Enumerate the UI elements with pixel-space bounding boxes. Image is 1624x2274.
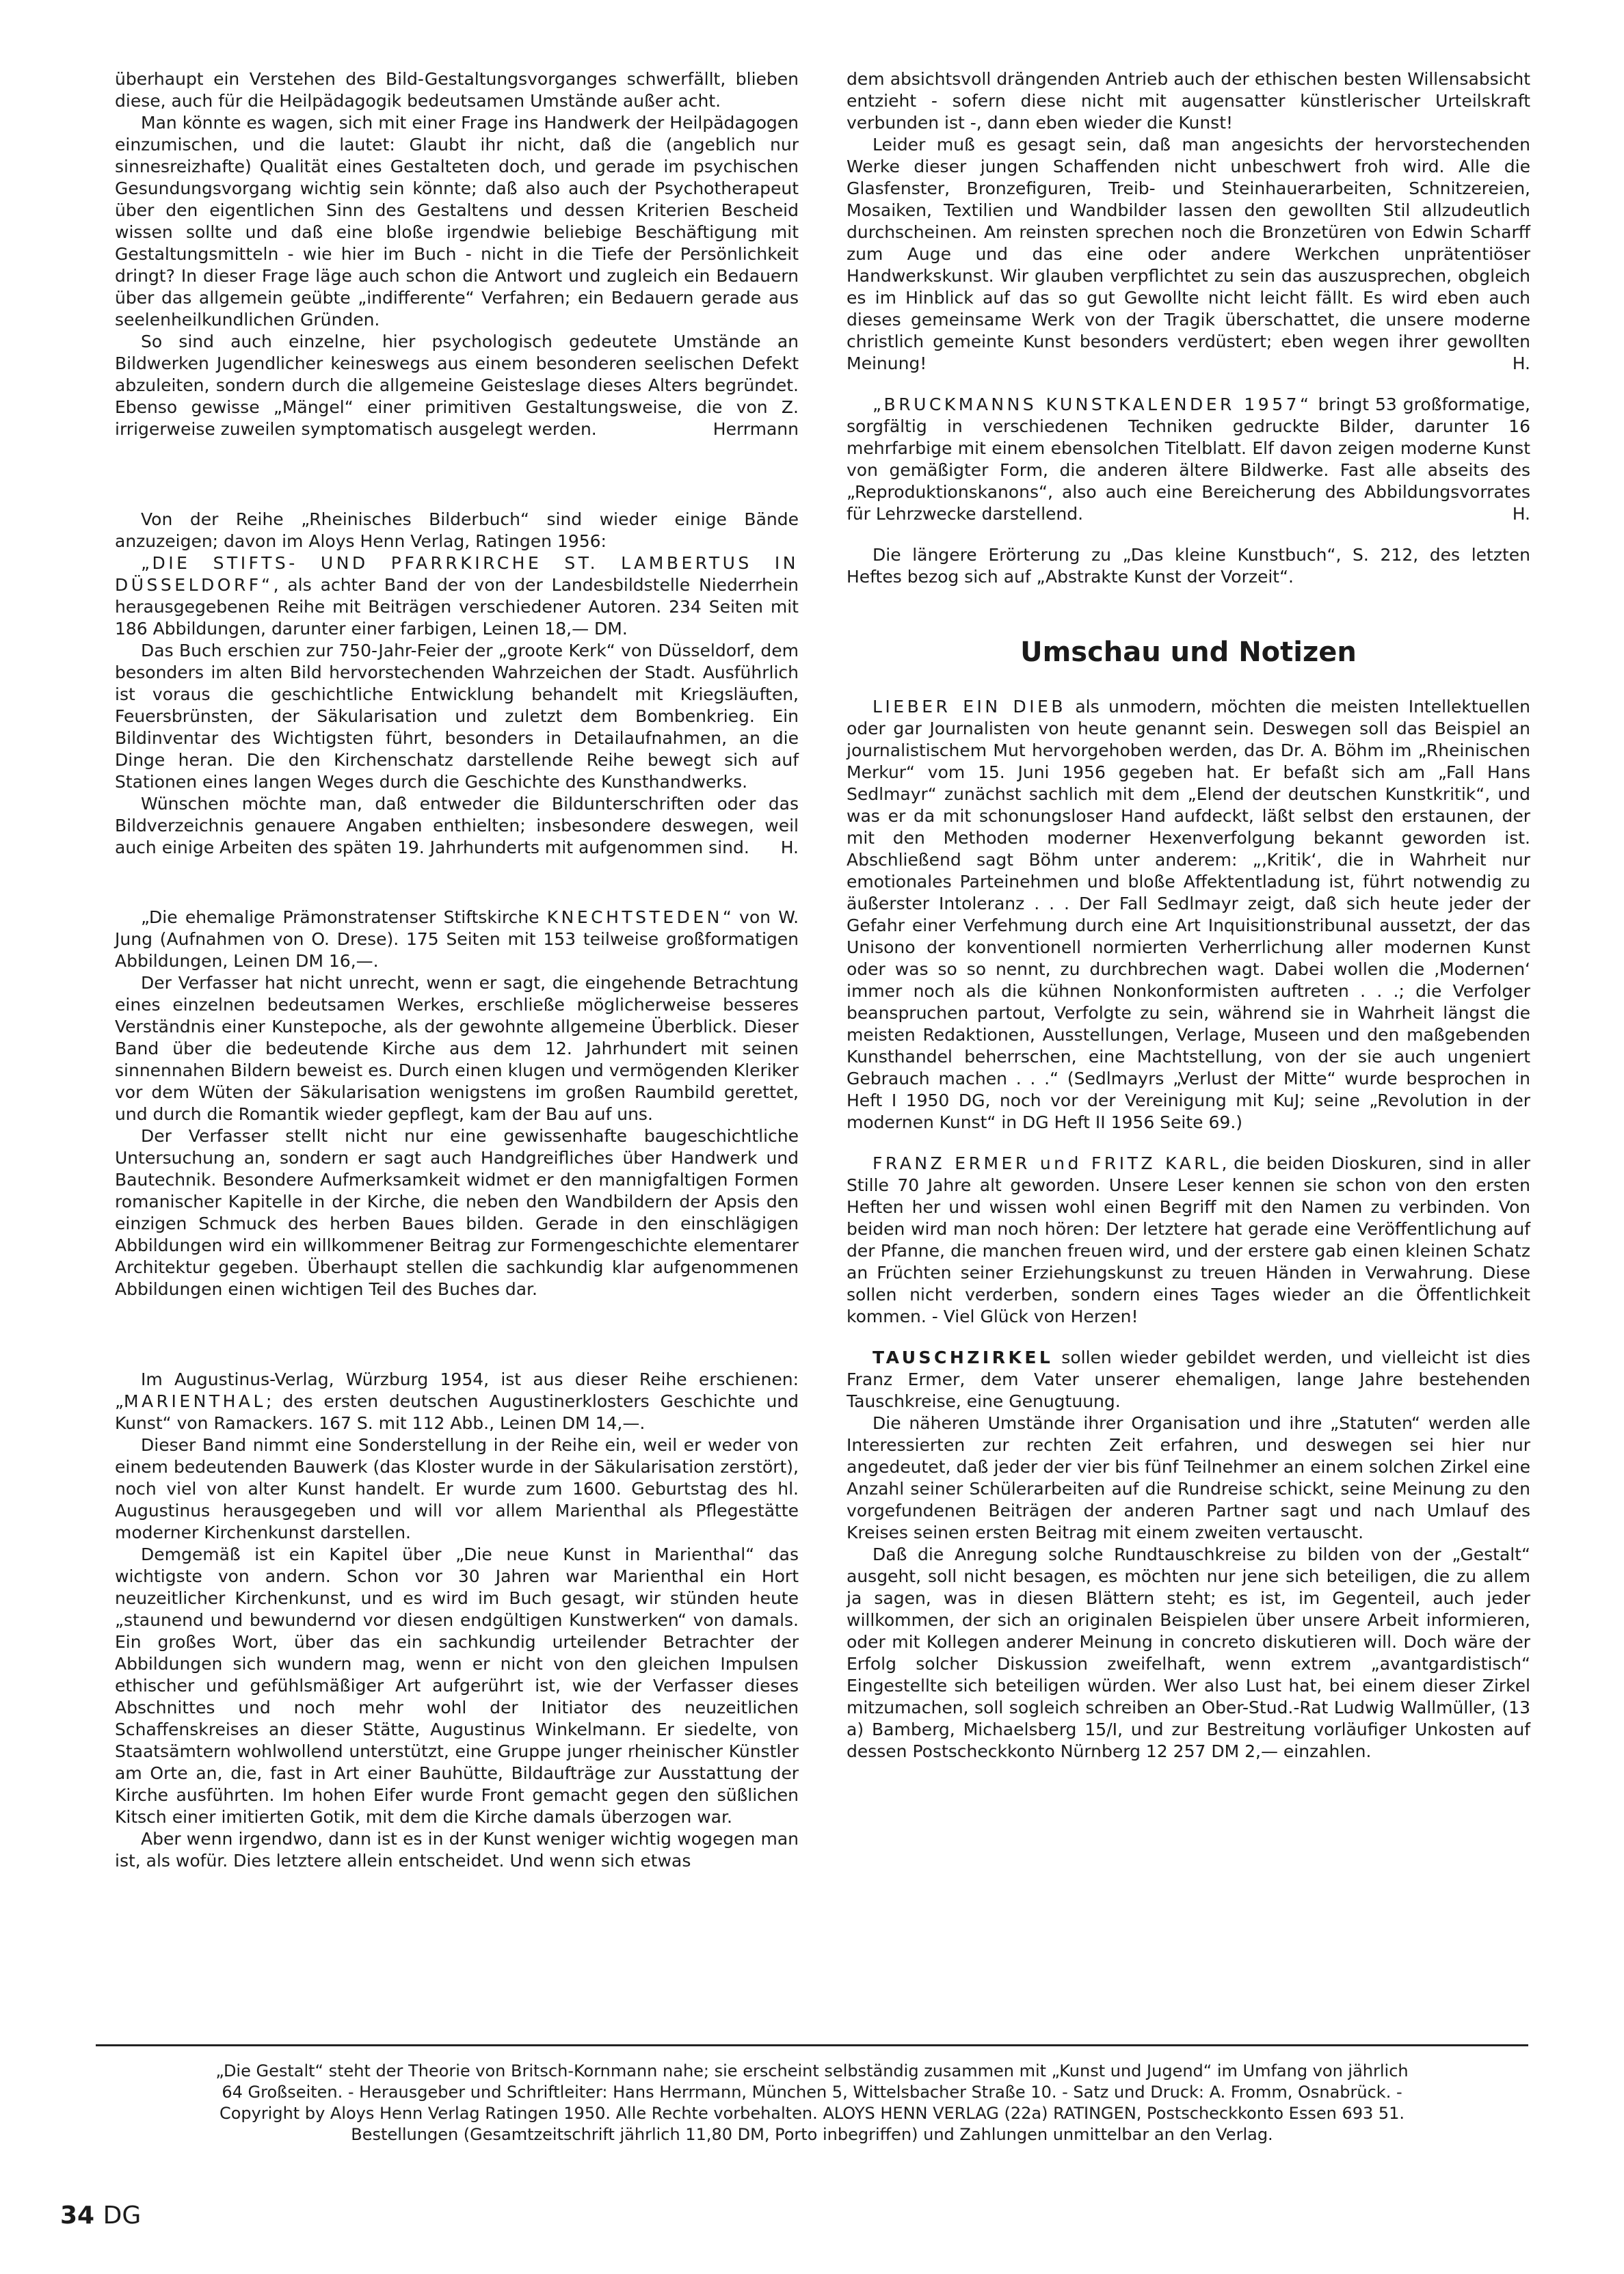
- colophon-line: „Die Gestalt“ steht der Theorie von Britsch-Kornmann nahe; sie erscheint selbständig zusammen mit „Kunst und Jugend“ im Umfang von jährlich: [215, 2061, 1409, 2081]
- paragraph: Der Verfasser hat nicht unrecht, wenn er sagt, die eingehende Betrachtung eines einzelnen bedeutsamen Werkes, erschließe möglicherweise besseres Verständnis einer Kunstepoche, als der gewohnte allgemeine Überblick. Dieser Band über die bedeutende Kirche aus dem 12. Jahrhundert mit seinen sinnennahen Bildern beweist es. Durch einen klugen und vermögenden Kleriker vor dem Wüten der Säkularisation wenigstens im großen Raumbild gerettet, und durch die Romantik wieder gepflegt, kam der Bau auf uns.: [115, 973, 799, 1124]
- notice-tauschzirkel: [847, 1347, 1530, 1763]
- colophon-line: Bestellungen (Gesamtzeitschrift jährlich 11,80 DM, Porto inbegriffen) und Zahlungen unmittelbar an den Verlag.: [351, 2125, 1273, 2144]
- paragraph-text: bringt 53 großformatige, sorgfältig in verschiedenen Techniken gedruckte Bilder, darunter 16 mehrfarbige mit einem ebensolchen Titelblatt. Elf davon zeigen moderne Kunst von gemäßigter Form, die anderen ältere Bildwerke. Fast alle abseits des „Reproduktionskanons“, also auch eine Bereicherung des Abbildungsvorrates für Lehrzwecke darstellend.: [847, 394, 1530, 524]
- book-details: ; des ersten deutschen Augustinerklosters Geschichte und Kunst“ von Ramackers. 167 S. mit 112 Abb., Leinen DM 14,—.: [115, 1391, 799, 1433]
- page-number: 34: [60, 2202, 95, 2230]
- author-signature: H.: [1512, 353, 1530, 373]
- review-bruckmann-kalender: [847, 394, 1530, 525]
- author-signature: H.: [1512, 504, 1530, 524]
- book-lead: Im Augustinus-Verlag, Würzburg 1954, ist aus dieser Reihe erschienen: „: [115, 1369, 799, 1411]
- review-marienthal-continued: [847, 68, 1530, 375]
- paragraph: überhaupt ein Verstehen des Bild-Gestaltungsvorganges schwerfällt, blieben diese, auch für die Heilpädagogik bedeutsamen Umstände außer acht.: [115, 69, 799, 111]
- paragraph-text: Leider muß es gesagt sein, daß man angesichts der hervorstechenden Werke dieser jungen Schaffenden nicht unbeschwert froh wird. Alle die Glasfenster, Bronzefiguren, Treib- und Steinhauerarbeiten, Schnitzereien, Mosaiken, Textilien und Wandbilder lassen den gewollten Stil allzudeutlich durchscheinen. Am reinsten sprechen noch die Bronzetüren von Edwin Scharff zum Auge und das eine oder andere Werkchen unprätentiöser Handwerkskunst. Wir glauben verpflichtet zu sein das auszusprechen, obgleich es im Hinblick auf das so gut Gewollte nicht leicht fällt. Es wird eben auch dieses gemeinsame Werk von der Tragik überschattet, die unsere moderne christlich gemeinte Kunst besonders verdüstert; eben wegen ihrer gewollten Meinung!: [847, 135, 1530, 373]
- paragraph: Die näheren Umstände ihrer Organisation und ihre „Statuten“ werden alle Interessierten zur rechten Zeit erfahren, und deswegen sei hier nur angedeutet, daß jeder der vier bis fünf Teilnehmer an einem solchen Zirkel eine Anzahl seiner Schülerarbeiten auf die Rundreise schickt, seine Meinung zu den vorgefundenen Beiträgen der anderen Partner sagt und nach Umlauf des Kreises seinen ersten Beitrag mit einem zweiten vertauscht.: [847, 1413, 1530, 1542]
- book-details: “ von W. Jung (Aufnahmen von O. Drese). 175 Seiten mit 153 teilweise großformatigen Abbildungen, Leinen DM 16,—.: [115, 907, 799, 971]
- footer-rule: [96, 2044, 1528, 2046]
- paragraph: dem absichtsvoll drängenden Antrieb auch der ethischen besten Willensabsicht entzieht - sofern diese nicht mit augensatter künstlerischer Urteilskraft verbunden ist -, dann eben wieder die Kunst!: [847, 69, 1530, 133]
- colophon: [109, 2061, 1515, 2145]
- paragraph: [115, 331, 799, 440]
- paragraph: [847, 696, 1530, 1134]
- notice-title: LIEBER EIN DIEB: [873, 697, 1067, 717]
- paragraph: Man könnte es wagen, sich mit einer Frage ins Handwerk der Heilpädagogen einzumischen, und die lautet: Glaubt ihr nicht, daß die (angeblich nur sinnesreizhafte) Qualität eines Gestalteten doch, und gerade im psychischen Gesundungsvorgang wichtig sein könnte; daß also auch der Psychotherapeut über den eigentlichen Sinn des Gestaltens und dessen Kriterien Bescheid wissen sollte und daß eine bloße irgendwie beliebige Beschäftigung mit Gestaltungsmitteln - wie hier im Buch - nicht in die Tiefe der Persönlichkeit dringt? In dieser Frage läge auch schon die Antwort und zugleich ein Bedauern über das allgemein geübte „indifferente“ Verfahren; ein Bedauern gerade aus seelenheilkundlichen Gründen.: [115, 113, 799, 330]
- paragraph: Aber wenn irgendwo, dann ist es in der Kunst weniger wichtig wogegen man ist, als wofür. Dies letztere allein entscheidet. Und wenn sich etwas: [115, 1829, 799, 1871]
- book-entry: [115, 1369, 799, 1434]
- right-column: [847, 68, 1530, 1763]
- author-signature: Herrmann: [713, 419, 799, 439]
- paragraph: [115, 793, 799, 859]
- paragraph: [847, 1347, 1530, 1413]
- journal-abbreviation: DG: [103, 2202, 142, 2230]
- section-heading: Umschau und Notizen: [1020, 637, 1357, 668]
- book-title: „BRUCKMANNS KUNSTKALENDER 1957“: [873, 394, 1312, 414]
- book-title: KNECHTSTEDEN: [546, 907, 723, 927]
- kunstbuch-note: Die längere Erörterung zu „Das kleine Kunstbuch“, S. 212, des letzten Heftes bezog sich auf „Abstrakte Kunst der Vorzeit“.: [847, 545, 1530, 587]
- paragraph-text: So sind auch einzelne, hier psychologisch gedeutete Umstände an Bildwerken Jugendlicher keineswegs aus einem besonderen seelischen Defekt abzuleiten, sondern durch die allgemeine Geisteslage dieses Alters begründet. Ebenso gewisse „Mängel“ einer primitiven Gestaltungsweise, die von Z. irrigerweise zuweilen symptomatisch ausgelegt werden.: [115, 332, 799, 439]
- book-title: „DIE STIFTS- UND PFARRKIRCHE ST. LAMBERTUS IN DÜSSELDORF“: [115, 553, 799, 595]
- book-entry: [115, 907, 799, 972]
- notice-title: TAUSCHZIRKEL: [873, 1348, 1054, 1367]
- paragraph: Von der Reihe „Rheinisches Bilderbuch“ sind wieder einige Bände anzuzeigen; davon im Aloys Henn Verlag, Ratingen 1956:: [115, 509, 799, 551]
- notice-ermer-karl: [847, 1153, 1530, 1328]
- book-lead: „Die ehemalige Prämonstratenser Stiftskirche: [141, 907, 547, 927]
- paragraph: Daß die Anregung solche Rundtauschkreise zu bilden von der „Gestalt“ ausgeht, soll nicht besagen, es möchten nur jene sich beteiligen, die zu allem ja sagen, was in diesen Blättern steht; es ist, im Gegenteil, auch jeder willkommen, der sich an originalen Beispielen über unsere Arbeit informieren, oder mit Kollegen anderer Meinung in concreto diskutieren will. Doch wäre der Erfolg solcher Diskussion zweifelhaft, wenn extrem „avantgardistisch“ Eingestellte sich beteiligen würden. Wer also Lust hat, bei einem dieser Zirkel mitzumachen, soll sogleich schreiben an Ober-Stud.-Rat Ludwig Wallmüller, (13 a) Bamberg, Michaelsberg 15/I, und zur Bestreitung vorläufiger Unkosten auf dessen Postscheckkonto Nürnberg 12 257 DM 2,— einzahlen.: [847, 1544, 1530, 1761]
- colophon-line: 64 Großseiten. - Herausgeber und Schriftleiter: Hans Herrmann, München 5, Wittelsbacher Straße 10. - Satz und Druck: A. Fromm, Osnabrück. -: [222, 2083, 1402, 2102]
- left-column: [115, 68, 799, 1872]
- paragraph-text: sollen wieder gebildet werden, und vielleicht ist dies Franz Ermer, dem Vater unserer ehemaligen, lange Jahre bestehenden Tauschkreise, eine Genugtuung.: [847, 1348, 1530, 1411]
- page-folio: [60, 2202, 141, 2230]
- paragraph: Dieser Band nimmt eine Sonderstellung in der Reihe ein, weil er weder von einem bedeutenden Bauwerk (das Kloster wurde in der Säkularisation zerstört), noch viel von alter Kunst handelt. Er wurde zum 1600. Geburtstag des hl. Augustinus herausgegeben und will vor allem Marienthal als Pflegestätte moderner Kirchenkunst darstellen.: [115, 1435, 799, 1542]
- paragraph: [847, 394, 1530, 525]
- paragraph: Der Verfasser stellt nicht nur eine gewissenhafte baugeschichtliche Untersuchung an, sondern er sagt auch Handgreifliches über Handwerk und Bautechnik. Besondere Aufmerksamkeit widmet er den mannigfaltigen Formen romanischer Kapitelle in der Kirche, die neben den Wandbildern der Apsis den einzigen Schmuck des herben Baues bilden. Gerade in den einschlägigen Abbildungen wird ein willkommener Beitrag zur Formengeschichte elementarer Architektur gegeben. Überhaupt stellen die sachkundig klar aufgenommenen Abbildungen einen wichtigen Teil des Buches dar.: [115, 1126, 799, 1299]
- author-signature: H.: [780, 838, 799, 857]
- review-rheinisches-bilderbuch: [115, 509, 799, 859]
- review-heilpaedagogik-fragment: [115, 68, 799, 440]
- paragraph: Demgemäß ist ein Kapitel über „Die neue Kunst in Marienthal“ das wichtigste von andern. Schon vor 30 Jahren war Marienthal ein Hort neuzeitlicher Kirchenkunst, und es wird im Buch gesagt, wir stünden heute „staunend und bewundernd vor diesen endgültigen Kunstwerken“ von damals. Ein großes Wort, über das ein sachkundig urteilender Betrachter der Abbildungen sich wundern mag, wenn er nicht von den gleichen Impulsen ethischer und gefühlsmäßiger Art aufgerührt ist, wie der Verfasser dieses Abschnittes und noch mehr wohl der Initiator des neuzeitlichen Schaffenskreises an dieser Stätte, Augustinus Winkelmann. Er siedelte, von Staatsämtern wohlwollend unterstützt, eine Gruppe junger rheinischer Künstler am Orte an, die, fast in Art einer Bauhütte, Bildaufträge zur Ausstattung der Kirche ausführten. Im hohen Eifer wurde Front gemacht gegen den süßlichen Kitsch einer imitierten Gotik, mit dem die Kirche damals überzogen war.: [115, 1544, 799, 1827]
- paragraph-text: als unmodern, möchten die meisten Intellektuellen oder gar Journalisten von heute genannt sein. Deswegen soll das Beispiel an journalistischem Mut hervorgehoben werden, das Dr. A. Böhm im „Rheinischen Merkur“ vom 15. Juni 1956 gegeben hat. Er befaßt sich am „Fall Hans Sedlmayr“ zunächst sachlich mit dem „Elend der deutschen Kunstkritik“, und was er da mit schonungsloser Hand aufdeckt, läßt selbst den erstaunen, der mit den Methoden moderner Hexenverfolgung bekannt geworden ist. Abschließend sagt Böhm unter anderem: „‚Kritik‘, die in Wahrheit nur emotionales Parteinehmen und bloße Affektentladung ist, führt notwendig zu äußerster Intoleranz . . . Der Fall Sedlmayr zeigt, daß sich heute jeder der Gefahr einer Verfehmung durch eine Art Inquisitionstribunal aussetzt, der das Unisono der konventionell normierten Verherrlichung aller modernen Kunst oder was so so nennt, zu durchbrechen wagt. Dabei wollen die ‚Modernen‘ immer noch als die kühnen Nonkonformisten auftreten . . .; die Verfolger beanspruchen partout, Verfolgte zu sein, während sie in Wahrheit längst die meisten Redaktionen, Ausstellungen, Verlage, Museen und den maßgebenden Kunsthandel beherrschen, eine Machtstellung, von der sie auch ungeniert Gebrauch machen . . .“ (Sedlmayrs „Verlust der Mitte“ wurde besprochen in Heft I 1950 DG, noch vor der Vereinigung mit KuJ; seine „Revolution in der modernen Kunst“ in DG Heft II 1956 Seite 69.): [847, 697, 1530, 1132]
- notice-title: FRANZ ERMER und FRITZ KARL: [873, 1153, 1222, 1173]
- paragraph-text: Wünschen möchte man, daß entweder die Bildunterschriften oder das Bildverzeichnis genauere Angaben enthielten; insbesondere deswegen, weil auch einige Arbeiten des späten 19. Jahrhunderts mit aufgenommen sind.: [115, 794, 799, 857]
- colophon-line: Copyright by Aloys Henn Verlag Ratingen 1950. Alle Rechte vorbehalten. ALOYS HENN VERLAG (22a) RATINGEN, Postscheckkonto Essen 693 51.: [219, 2104, 1405, 2123]
- notice-lieber-ein-dieb: [847, 696, 1530, 1134]
- book-entry: [115, 552, 799, 640]
- paragraph-text: , die beiden Dioskuren, sind in aller Stille 70 Jahre alt geworden. Unsere Leser kennen sie schon von den ersten Heften her und wissen wohl einen Begriff mit den Namen zu verbinden. Von beiden wird man noch hören: Der letztere hat gerade eine Veröffentlichung auf der Pfanne, die manchen freuen wird, und der erstere gab einen kleinen Schatz an Früchten seiner Erziehungskunst zu treuen Händen in Verwahrung. Diese sollen nicht verderben, sondern eines Tages wieder an die Öffentlichkeit kommen. - Viel Glück von Herzen!: [847, 1153, 1530, 1326]
- review-knechtsteden: [115, 907, 799, 1300]
- paragraph: Das Buch erschien zur 750-Jahr-Feier der „groote Kerk“ von Düsseldorf, dem besonders im alten Bild hervorstechenden Wahrzeichen der Stadt. Ausführlich ist voraus die geschichtliche Entwicklung behandelt mit Kriegsläuften, Feuersbrünsten, der Säkularisation und zuletzt dem Bombenkrieg. Ein Bildinventar des Wichtigsten führt, besonders in Detailaufnahmen, an die Dinge heran. Die den Kirchenschatz darstellende Reihe bewegt sich auf Stationen eines langen Weges durch die Geschichte des Kunsthandwerks.: [115, 641, 799, 792]
- paragraph: [847, 1153, 1530, 1328]
- review-marienthal: [115, 1369, 799, 1872]
- book-title: MARIENTHAL: [123, 1391, 266, 1411]
- paragraph: [847, 134, 1530, 375]
- book-details: , als achter Band der von der Landesbildstelle Niederrhein herausgegebenen Reihe mit Beiträgen verschiedener Autoren. 234 Seiten mit 186 Abbildungen, darunter einer farbigen, Leinen 18,— DM.: [115, 575, 799, 639]
